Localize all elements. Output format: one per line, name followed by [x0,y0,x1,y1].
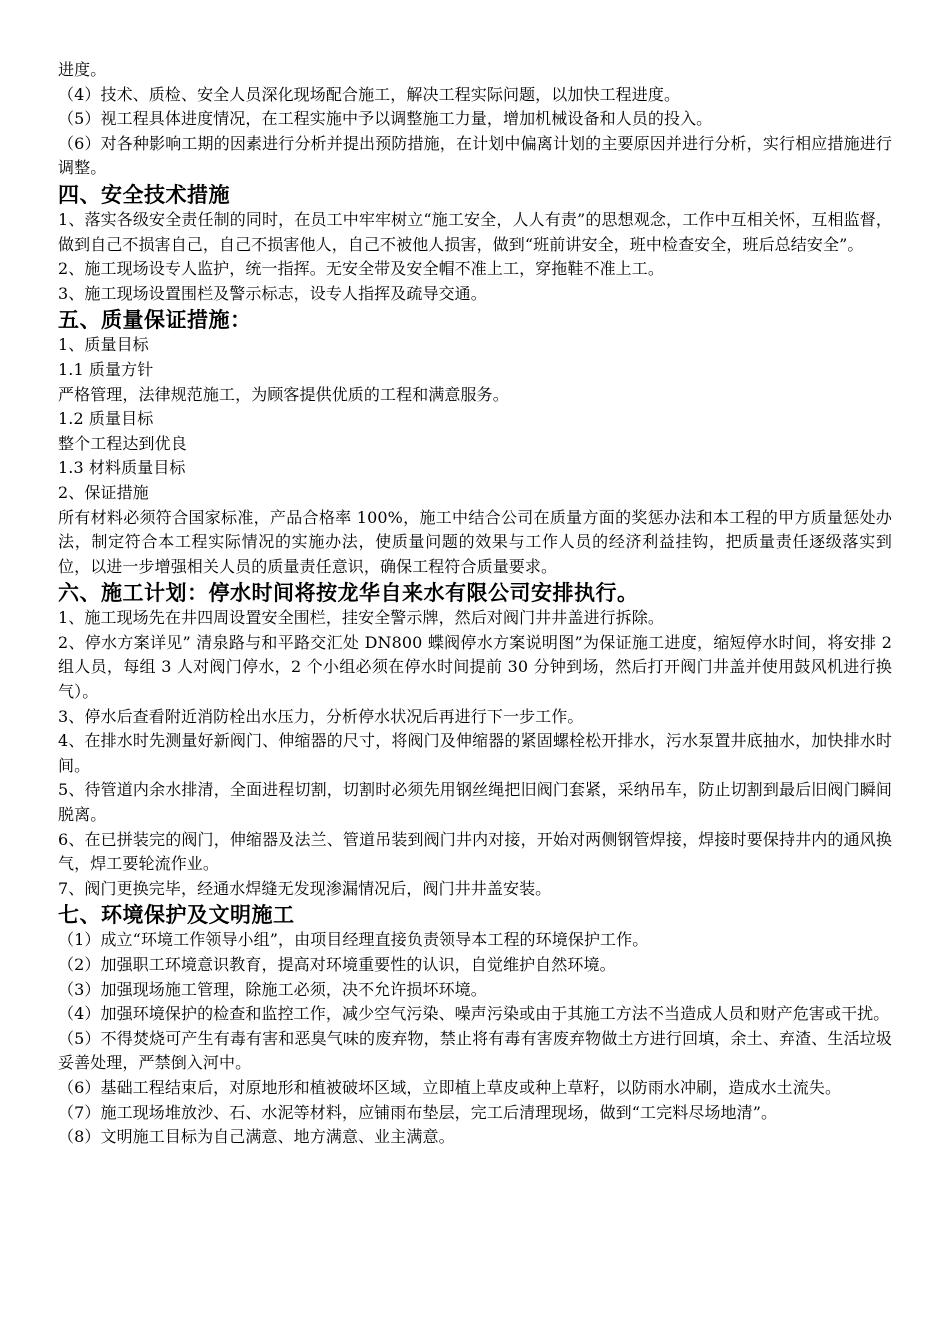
paragraph: 1、落实各级安全责任制的同时，在员工中牢牢树立“施工安全，人人有责”的思想观念，工作中互相关怀，互相监督，做到自己不损害自己，自己不损害他人，自己不被他人损害，做到“班前讲安全，班中检查安全，班后总结安全”。 [58,209,892,254]
paragraph: 2、停水方案详见” 清泉路与和平路交汇处 DN800 蝶阀停水方案说明图”为保证施工进度，缩短停水时间，将安排 2 组人员，每组 3 人对阀门停水，2 个小组必须在停水时间提前 30 分钟到场，然后打开阀门井盖并使用鼓风机进行换气）。 [58,632,892,702]
paragraph: （2）加强职工环境意识教育，提高对环境重要性的认识，自觉维护自然环境。 [58,955,616,974]
paragraph: 1、质量目标 [58,335,149,355]
paragraph: 进度。 [58,60,107,79]
paragraph: 3、施工现场设置围栏及警示标志，设专人指挥及疏导交通。 [58,283,487,303]
paragraph: （7）施工现场堆放沙、石、水泥等材料，应铺雨布垫层，完工后清理现场，做到“工完料尽场地清”。 [58,1102,778,1122]
paragraph: 4、在排水时先测量好新阀门、伸缩器的尺寸，将阀门及伸缩器的紧固螺栓松开排水，污水泵置井底抽水，加快排水时间。 [58,731,892,775]
paragraph: 1、施工现场先在井四周设置安全围栏，挂安全警示牌，然后对阀门井井盖进行拆除。 [58,608,664,628]
paragraph: （5）视工程具体进度情况，在工程实施中予以调整施工力量，增加机械设备和人员的投入。 [58,109,713,129]
paragraph: 2、保证措施 [58,482,149,502]
paragraph: （1）成立“环境工作领导小组”，由项目经理直接负责领导本工程的环境保护工作。 [58,930,649,950]
paragraph: 6、在已拼装完的阀门，伸缩器及法兰、管道吊装到阀门井内对接，开始对两侧钢管焊接，焊接时要保持井内的通风换气，焊工要轮流作业。 [58,829,892,874]
paragraph: 7、阀门更换完毕，经通水焊缝无发现渗漏情况后，阀门井井盖安装。 [58,878,552,898]
paragraph: （4）加强环境保护的检查和监控工作，减少空气污染、噪声污染或由于其施工方法不当造成人员和财产危害或干扰。 [58,1004,890,1024]
paragraph: （3）加强现场施工管理，除施工必须，决不允许损坏环境。 [58,979,487,999]
paragraph: 5、待管道内余水排清，全面进程切割，切割时必须先用钢丝绳把旧阀门套紧，采纳吊车，防止切割到最后旧阀门瞬间脱离。 [58,780,892,825]
paragraph: 1.3 材料质量目标 [58,458,186,478]
paragraph: 2、施工现场设专人监护，统一指挥。无安全带及安全帽不准上工，穿拖鞋不准上工。 [58,259,664,279]
paragraph: 整个工程达到优良 [58,433,187,453]
paragraph: （6）基础工程结束后，对原地形和植被破坏区域，立即植上草皮或种上草籽，以防雨水冲刷，造成水土流失。 [58,1077,842,1097]
paragraph: 1.1 质量方针 [58,359,154,379]
paragraph: 严格管理，法律规范施工，为顾客提供优质的工程和满意服务。 [58,384,509,404]
section-heading: 五、质量保证措施： [58,307,252,333]
paragraph: 1.2 质量目标 [58,409,154,429]
paragraph: （6）对各种影响工期的因素进行分析并提出预防措施，在计划中偏离计划的主要原因并进行分析，实行相应措施进行调整。 [58,133,892,178]
paragraph: （5）不得焚烧可产生有毒有害和恶臭气味的废弃物，禁止将有毒有害废弃物做土方进行回填，余土、弃渣、生活垃圾妥善处理，严禁倒入河中。 [58,1028,892,1073]
paragraph: （4）技术、质检、安全人员深化现场配合施工，解决工程实际问题，以加快工程进度。 [58,84,681,104]
section-heading: 六、施工计划：停水时间将按龙华自来水有限公司安排执行。 [58,580,639,606]
paragraph: 所有材料必须符合国家标准，产品合格率 100%，施工中结合公司在质量方面的奖惩办法和本工程的甲方质量惩处办法，制定符合本工程实际情况的实施办法，使质量问题的效果与工作人员的经济利益挂钩，把质量责任逐级落实到位，以进一步增强相关人员的质量责任意识，确保工程符合质量要求。 [58,507,892,576]
paragraph: （8）文明施工目标为自己满意、地方满意、业主满意。 [58,1127,455,1147]
section-heading: 七、环境保护及文明施工 [58,902,295,928]
paragraph: 3、停水后查看附近消防栓出水压力，分析停水状况后再进行下一步工作。 [58,706,584,726]
section-heading: 四、安全技术措施 [58,181,230,207]
